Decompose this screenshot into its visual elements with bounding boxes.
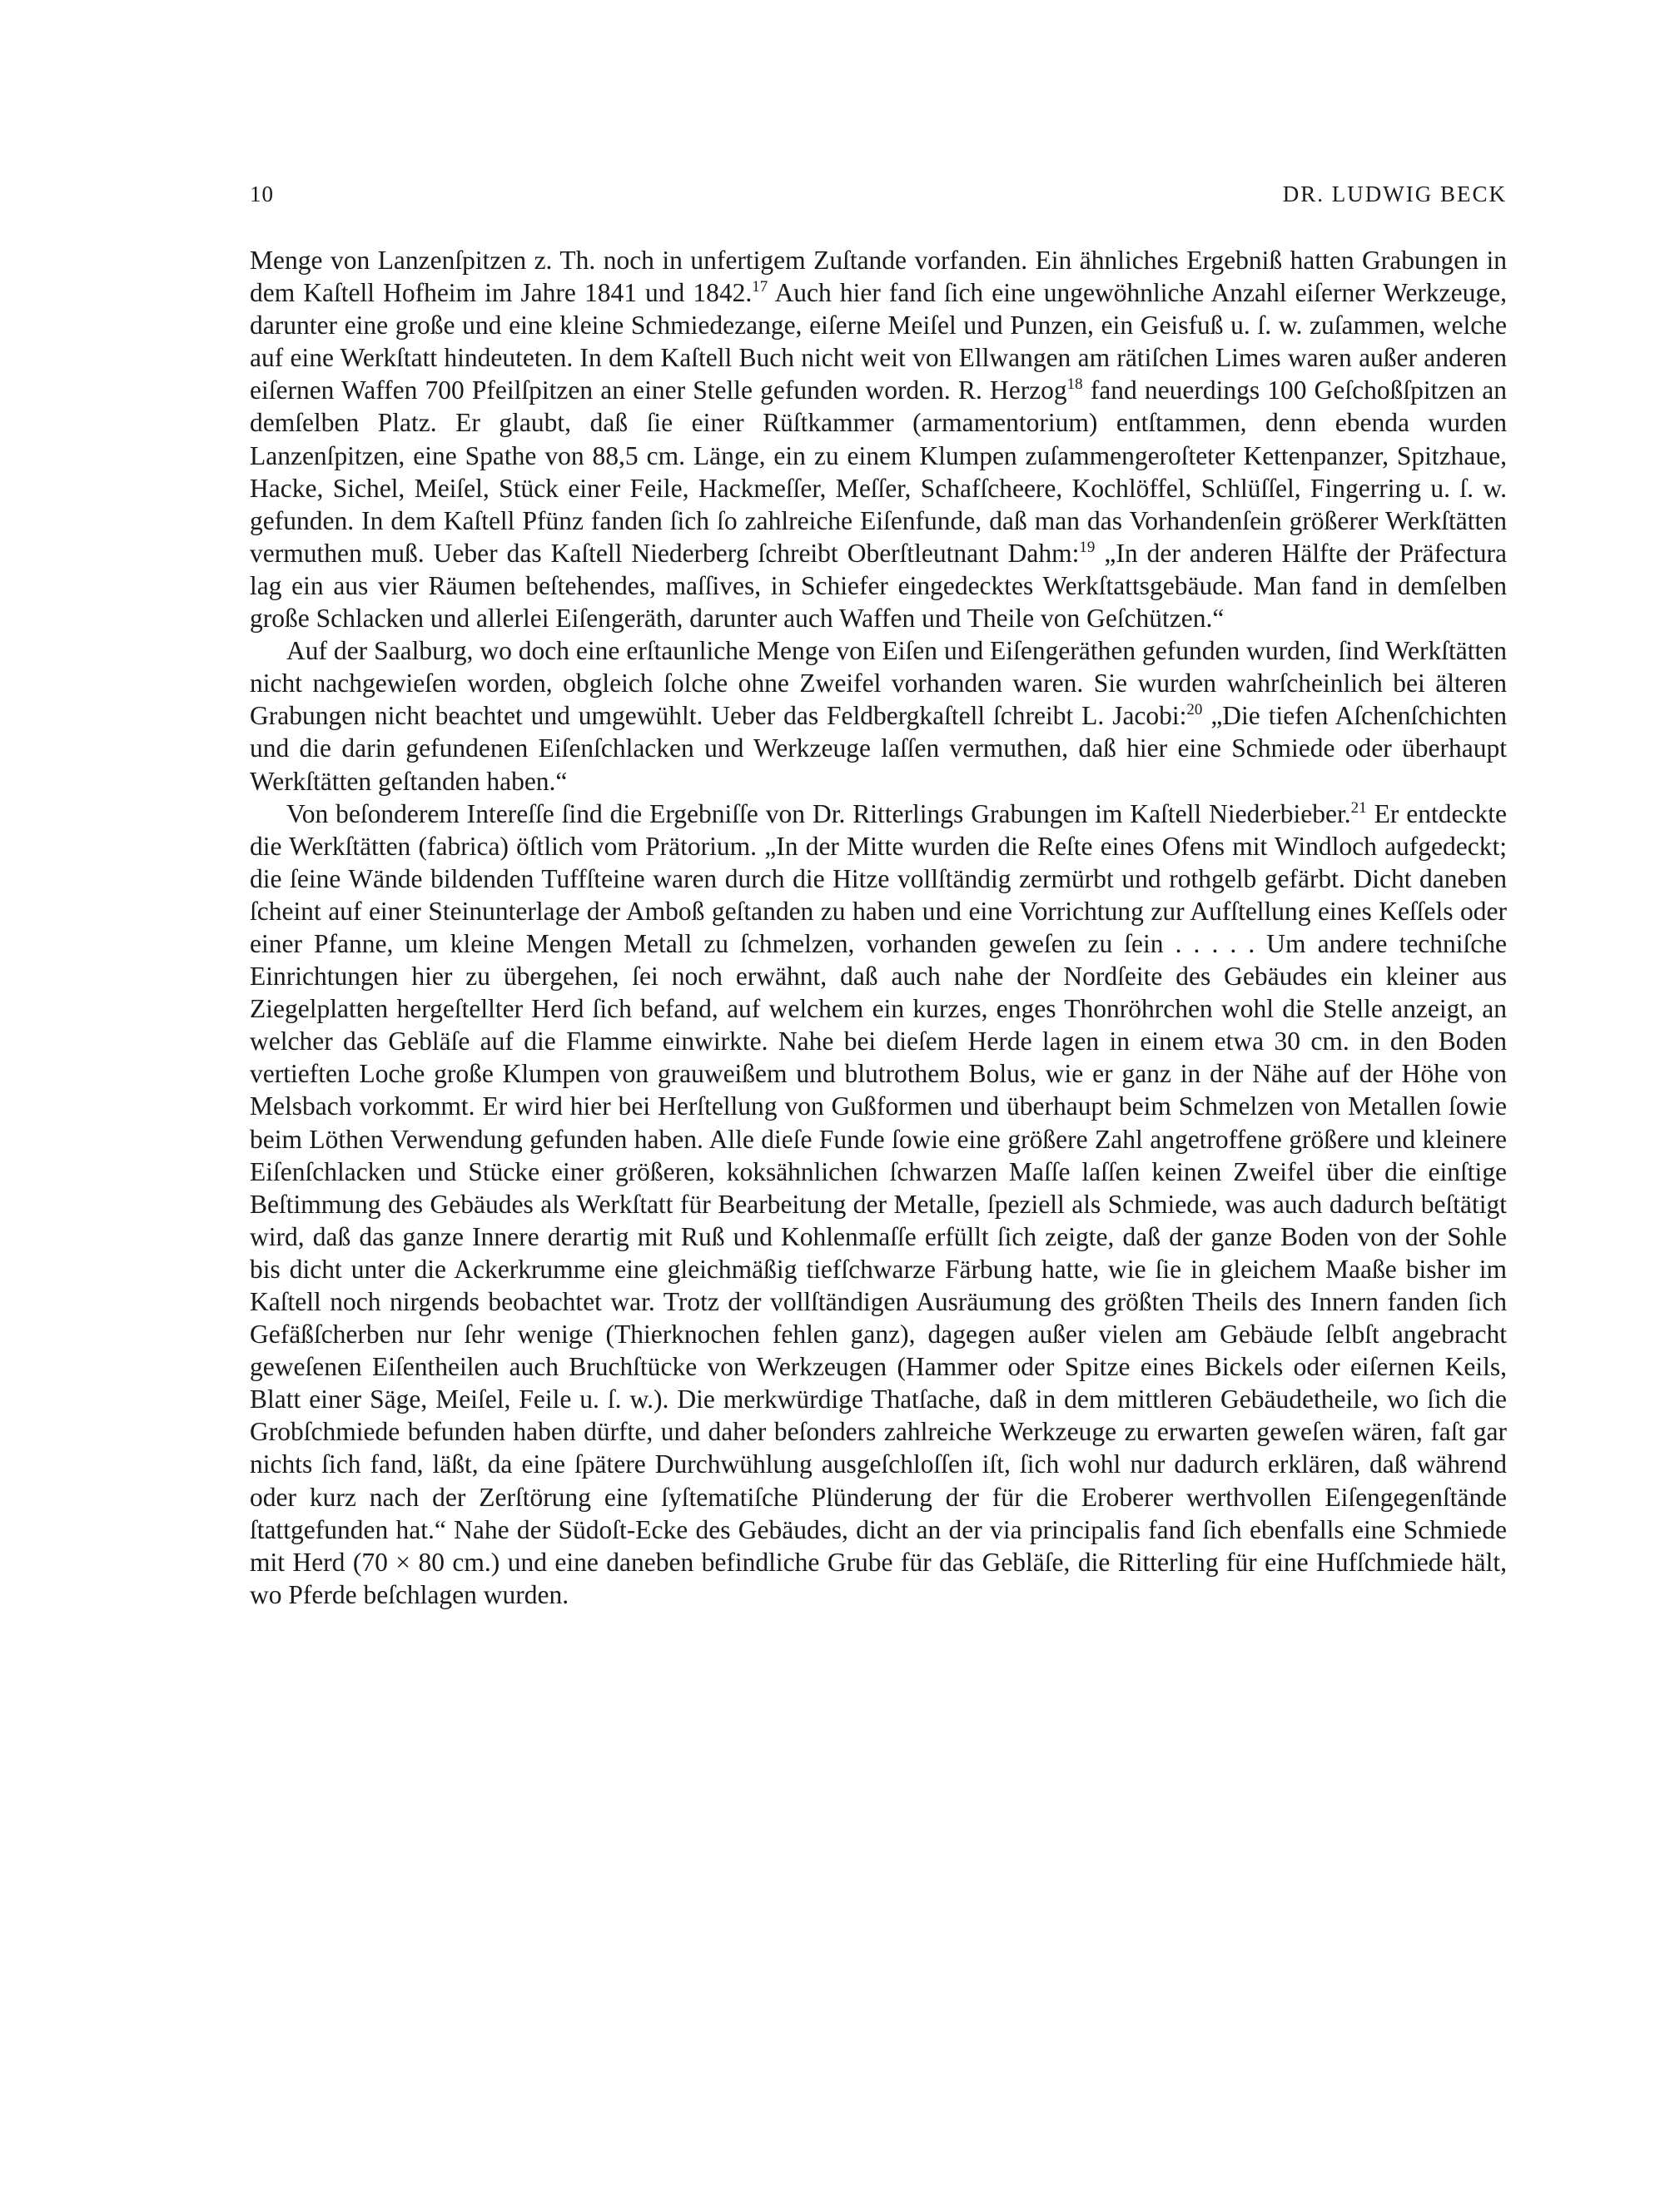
- body-text: [250, 244, 1507, 1611]
- text-run: Auch hier fand ſich eine ungewöhnliche Anzahl eiſerner Werkzeuge, darunter eine große und eine kleine Schmiedezange, eiſerne Meiſel und Punzen, ein Geisfuß u. ſ. w. zuſammen, welche auf eine Werkſtatt hindeuteten. In dem Kaſtell Buch nicht weit von Ellwangen am rätiſchen Limes waren außer anderen eiſernen Waffen 700 Pfeilſpitzen an einer Stelle gefunden worden. R. Herzog: [250, 278, 1507, 405]
- text-run: Er entdeckte die Werkſtätten (fabrica) öſtlich vom Prätorium. „In der Mitte wurden die Reſte eines Ofens mit Windloch aufgedeckt; die ſeine Wände bildenden Tuffſteine waren durch die Hitze vollſtändig zermürbt und rothgelb gefärbt. Dicht daneben ſcheint auf einer Steinunterlage der Amboß geſtanden zu haben und eine Vorrichtung zur Aufſtellung eines Keſſels oder einer Pfanne, um kleine Mengen Metall zu ſchmelzen, vorhanden geweſen zu ſein . . . . . Um andere techniſche Einrichtungen hier zu übergehen, ſei noch erwähnt, daß auch nahe der Nordſeite des Gebäudes ein kleiner aus Ziegelplatten hergeſtellter Herd ſich befand, auf welchem ein kurzes, enges Thonröhrchen wohl die Stelle anzeigt, an welcher das Gebläſe auf die Flamme einwirkte. Nahe bei dieſem Herde lagen in einem etwa 30 cm. in den Boden vertieften Loche große Klumpen von grauweißem und blutrothem Bolus, wie er ganz in der Nähe auf der Höhe von Melsbach vorkommt. Er wird hier bei Herſtellung von Gußformen und überhaupt beim Schmelzen von Metallen ſowie beim Löthen Verwendung gefunden haben. Alle dieſe Funde ſowie eine größere Zahl angetroffene größere und kleinere Eiſenſchlacken und Stücke einer größeren, koksähnlichen ſchwarzen Maſſe laſſen keinen Zweifel über die einſtige Beſtimmung des Gebäudes als Werkſtatt für Bearbeitung der Metalle, ſpeziell als Schmiede, was auch dadurch beſtätigt wird, daß das ganze Innere derartig mit Ruß und Kohlenmaſſe erfüllt ſich zeigte, daß der ganze Boden von der Sohle bis dicht unter die Ackerkrumme eine gleichmäßig tiefſchwarze Färbung hatte, wie ſie in gleichem Maaße bisher im Kaſtell noch nirgends beobachtet war. Trotz der vollſtändigen Ausräumung des größten Theils des Innern fanden ſich Gefäßſcherben nur ſehr wenige (Thierknochen fehlen ganz), dagegen außer vielen am Gebäude ſelbſt angebracht geweſenen Eiſentheilen auch Bruchſtücke von Werkzeugen (Hammer oder Spitze eines Bickels oder eiſernen Keils, Blatt einer Säge, Meiſel, Feile u. ſ. w.). Die merkwürdige Thatſache, daß in dem mittleren Gebäudetheile, wo ſich die Grobſchmiede befunden haben dürfte, und daher beſonders zahlreiche Werkzeuge zu erwarten geweſen wären, faſt gar nichts ſich fand, läßt, da eine ſpätere Durchwühlung ausgeſchloſſen iſt, ſich wohl nur dadurch erklären, daß während oder kurz nach der Zerſtörung eine ſyſtematiſche Plünderung der für die Eroberer werthvollen Eiſengegenſtände ſtattgefunden hat.“ Nahe der Südoſt-Ecke des Gebäudes, dicht an der via principalis fand ſich ebenfalls eine Schmiede mit Herd (70 × 80 cm.) und eine daneben befindliche Grube für das Gebläſe, die Ritterling für eine Hufſchmiede hält, wo Pferde beſchlagen wurden.: [250, 798, 1507, 1609]
- footnote-ref-17: 17: [752, 278, 768, 296]
- footnote-ref-18: 18: [1066, 375, 1083, 394]
- text-run: fand neuerdings 100 Geſchoßſpitzen an demſelben Platz. Er glaubt, daß ſie einer Rüſtkammer (armamentorium) entſtammen, denn ebenda wurden Lanzenſpitzen, eine Spathe von 88,5 cm. Länge, ein zu einem Klumpen zuſammengeroſteter Kettenpanzer, Spitzhaue, Hacke, Sichel, Meiſel, Stück einer Feile, Hackmeſſer, Meſſer, Schafſcheere, Kochlöffel, Schlüſſel, Fingerring u. ſ. w. gefunden. In dem Kaſtell Pfünz fanden ſich ſo zahlreiche Eiſenfunde, daß man das Vorhandenſein größerer Werkſtätten vermuthen muß. Ueber das Kaſtell Niederberg ſchreibt Oberſtleutnant Dahm:: [250, 375, 1507, 568]
- text-run: „Die tiefen Aſchenſchichten und die darin gefundenen Eiſenſchlacken und Werkzeuge laſſen vermuthen, daß hier eine Schmiede oder überhaupt Werkſtätten geſtanden haben.“: [250, 701, 1507, 796]
- page-number: 10: [250, 181, 274, 206]
- paragraph-1: [250, 244, 1507, 634]
- text-run: „In der anderen Hälfte der Präfectura lag ein aus vier Räumen beſtehendes, maſſives, in Schiefer eingedecktes Werkſtattsgebäude. Man fand in demſelben große Schlacken und allerlei Eiſengeräth, darunter auch Waffen und Theile von Geſchützen.“: [250, 538, 1507, 634]
- text-run: Menge von Lanzenſpitzen z. Th. noch in unfertigem Zuſtande vorfanden. Ein ähnliches Ergebniß hatten Grabungen in dem Kaſtell Hofheim im Jahre 1841 und 1842.: [250, 246, 1507, 308]
- footnote-ref-19: 19: [1079, 539, 1096, 557]
- paragraph-2: [250, 634, 1507, 797]
- footnote-ref-21: 21: [1350, 798, 1367, 817]
- text-run: Von beſonderem Intereſſe ſind die Ergebniſſe von Dr. Ritterlings Grabungen im Kaſtell Niederbieber.: [286, 798, 1351, 828]
- page-header: [250, 181, 1507, 215]
- running-head: DR. LUDWIG BECK: [1282, 181, 1507, 206]
- paragraph-3: [250, 798, 1507, 1611]
- footnote-ref-20: 20: [1186, 701, 1203, 719]
- text-run: Auf der Saalburg, wo doch eine erſtaunliche Menge von Eiſen und Eiſengeräthen gefunden wurden, ſind Werkſtätten nicht nachgewieſen worden, obgleich ſolche ohne Zweifel vorhanden waren. Sie wurden wahrſcheinlich bei älteren Grabungen nicht beachtet und umgewühlt. Ueber das Feldbergkaſtell ſchreibt L. Jacobi:: [250, 636, 1507, 731]
